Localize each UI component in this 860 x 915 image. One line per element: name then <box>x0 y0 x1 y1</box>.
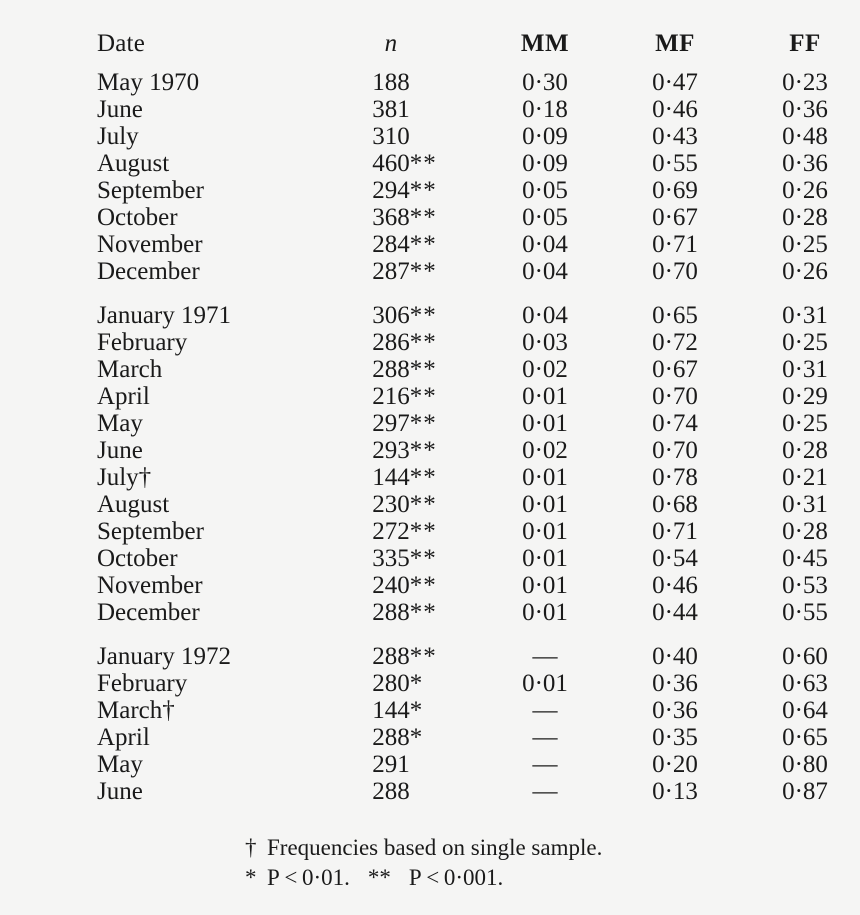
cell-ff: 0·45 <box>782 545 828 572</box>
cell-mm: 0·01 <box>522 670 568 697</box>
cell-date: March† <box>97 697 175 724</box>
n-value: 293 ** <box>372 437 437 464</box>
cell-ff: 0·26 <box>782 258 828 285</box>
block-separator <box>80 626 860 643</box>
table-row <box>80 599 860 626</box>
n-value: 381 <box>372 96 410 123</box>
significance-marker: ** <box>409 491 437 518</box>
footnote-significance <box>245 863 860 893</box>
cell-mf: 0·70 <box>652 258 698 285</box>
cell-date: August <box>97 491 170 518</box>
cell-date: December <box>97 258 200 285</box>
footnote-double-asterisk-text: P < 0·001. <box>408 865 504 890</box>
significance-marker: ** <box>409 356 437 383</box>
significance-marker: ** <box>409 545 437 572</box>
cell-mm: 0·01 <box>522 572 568 599</box>
n-value: 297 ** <box>372 410 437 437</box>
cell-n <box>332 751 480 778</box>
cell-ff: 0·25 <box>782 329 828 356</box>
cell-ff: 0·23 <box>782 69 828 96</box>
cell-mm: 0·05 <box>522 177 568 204</box>
cell-n <box>332 302 480 329</box>
cell-ff: 0·25 <box>782 410 828 437</box>
cell-n <box>332 329 480 356</box>
cell-mf: 0·54 <box>652 545 698 572</box>
cell-ff: 0·31 <box>782 302 828 329</box>
cell-mm: 0·09 <box>522 150 568 177</box>
header-row <box>80 30 860 69</box>
cell-date: June <box>97 437 143 464</box>
cell-n <box>332 204 480 231</box>
cell-ff: 0·80 <box>782 751 828 778</box>
cell-mf: 0·43 <box>652 123 698 150</box>
cell-mf: 0·40 <box>652 643 698 670</box>
cell-date: May <box>97 751 143 778</box>
cell-ff: 0·29 <box>782 383 828 410</box>
cell-mm: 0·01 <box>522 599 568 626</box>
cell-mf: 0·55 <box>652 150 698 177</box>
cell-mm: 0·01 <box>522 518 568 545</box>
n-value: 288 ** <box>372 599 437 626</box>
cell-mm: 0·05 <box>522 204 568 231</box>
cell-n <box>332 69 480 96</box>
cell-n <box>332 491 480 518</box>
cell-mf: 0·13 <box>652 778 698 805</box>
table-row <box>80 751 860 778</box>
significance-marker: ** <box>409 177 437 204</box>
footnote-single-asterisk-text: P < 0·01. <box>267 865 350 890</box>
table-row <box>80 329 860 356</box>
column-header-n: n <box>384 30 398 57</box>
cell-n <box>332 724 480 751</box>
block-separator-cell <box>80 626 860 643</box>
n-value: 294 ** <box>372 177 437 204</box>
table-row <box>80 724 860 751</box>
cell-ff: 0·25 <box>782 231 828 258</box>
table-row <box>80 383 860 410</box>
significance-marker: * <box>409 670 424 697</box>
cell-n <box>332 670 480 697</box>
cell-n <box>332 643 480 670</box>
cell-mm: 0·04 <box>522 302 568 329</box>
cell-mf: 0·47 <box>652 69 698 96</box>
cell-n <box>332 383 480 410</box>
cell-date: August <box>97 150 170 177</box>
cell-date: September <box>97 177 204 204</box>
table-row <box>80 69 860 96</box>
significance-marker: * <box>409 724 424 751</box>
block-separator-cell <box>80 285 860 302</box>
significance-marker: ** <box>409 329 437 356</box>
significance-marker: ** <box>409 231 437 258</box>
footnote-dagger-marker: † <box>245 835 257 860</box>
cell-mm: 0·01 <box>522 491 568 518</box>
significance-marker: ** <box>409 437 437 464</box>
cell-mm: — <box>532 724 558 751</box>
n-value: 310 <box>372 123 410 150</box>
cell-date: January 1971 <box>97 302 231 329</box>
table-row <box>80 572 860 599</box>
cell-mf: 0·67 <box>652 204 698 231</box>
cell-date: July† <box>97 464 152 491</box>
cell-n <box>332 231 480 258</box>
table-row <box>80 204 860 231</box>
cell-ff: 0·36 <box>782 150 828 177</box>
cell-ff: 0·26 <box>782 177 828 204</box>
cell-date: April <box>97 724 150 751</box>
cell-mf: 0·74 <box>652 410 698 437</box>
cell-date: October <box>97 545 178 572</box>
table-row <box>80 410 860 437</box>
cell-n <box>332 356 480 383</box>
column-header-ff: FF <box>789 30 821 57</box>
cell-ff: 0·21 <box>782 464 828 491</box>
n-value: 335 ** <box>372 545 437 572</box>
n-value: 288 * <box>372 724 424 751</box>
n-value: 280 * <box>372 670 424 697</box>
table-row <box>80 778 860 805</box>
n-value: 144 ** <box>372 464 437 491</box>
cell-date: September <box>97 518 204 545</box>
table-row <box>80 123 860 150</box>
cell-mm: 0·02 <box>522 437 568 464</box>
cell-ff: 0·87 <box>782 778 828 805</box>
cell-mm: 0·01 <box>522 410 568 437</box>
n-value: 284 ** <box>372 231 437 258</box>
footnote-double-asterisk-marker: ** <box>367 865 391 890</box>
table-row <box>80 643 860 670</box>
cell-date: January 1972 <box>97 643 231 670</box>
n-value: 272 ** <box>372 518 437 545</box>
cell-mf: 0·44 <box>652 599 698 626</box>
cell-n <box>332 258 480 285</box>
cell-ff: 0·28 <box>782 437 828 464</box>
cell-mm: 0·04 <box>522 231 568 258</box>
cell-ff: 0·55 <box>782 599 828 626</box>
cell-n <box>332 464 480 491</box>
column-header-date: Date <box>97 30 145 57</box>
significance-marker: ** <box>409 204 437 231</box>
n-value: 288 ** <box>372 643 437 670</box>
cell-n <box>332 545 480 572</box>
significance-marker: ** <box>409 410 437 437</box>
cell-mm: 0·01 <box>522 545 568 572</box>
table-row <box>80 150 860 177</box>
cell-ff: 0·53 <box>782 572 828 599</box>
cell-date: October <box>97 204 178 231</box>
cell-mf: 0·71 <box>652 231 698 258</box>
cell-mf: 0·65 <box>652 302 698 329</box>
table-row <box>80 464 860 491</box>
cell-mm: — <box>532 697 558 724</box>
significance-marker: * <box>409 697 424 724</box>
cell-ff: 0·63 <box>782 670 828 697</box>
n-value: 286 ** <box>372 329 437 356</box>
cell-date: February <box>97 670 188 697</box>
significance-marker: ** <box>409 302 437 329</box>
cell-date: February <box>97 329 188 356</box>
cell-ff: 0·28 <box>782 204 828 231</box>
significance-marker: ** <box>409 383 437 410</box>
cell-mm: 0·02 <box>522 356 568 383</box>
footnote-dagger-text: Frequencies based on single sample. <box>267 835 603 860</box>
cell-mf: 0·70 <box>652 383 698 410</box>
cell-date: December <box>97 599 200 626</box>
cell-ff: 0·36 <box>782 96 828 123</box>
significance-marker: ** <box>409 258 437 285</box>
cell-n <box>332 778 480 805</box>
n-value: 240 ** <box>372 572 437 599</box>
cell-mf: 0·69 <box>652 177 698 204</box>
n-value: 368 ** <box>372 204 437 231</box>
cell-date: May 1970 <box>97 69 200 96</box>
cell-mm: 0·09 <box>522 123 568 150</box>
mating-frequency-table <box>80 30 860 805</box>
cell-n <box>332 437 480 464</box>
cell-mf: 0·35 <box>652 724 698 751</box>
cell-n <box>332 123 480 150</box>
cell-ff: 0·60 <box>782 643 828 670</box>
cell-n <box>332 697 480 724</box>
column-header-mm: MM <box>520 30 570 57</box>
cell-n <box>332 599 480 626</box>
cell-mf: 0·70 <box>652 437 698 464</box>
cell-ff: 0·28 <box>782 518 828 545</box>
cell-mm: 0·30 <box>522 69 568 96</box>
significance-marker: ** <box>409 643 437 670</box>
n-value: 460 ** <box>372 150 437 177</box>
table-row <box>80 258 860 285</box>
table-header <box>80 30 860 69</box>
table-body <box>80 69 860 805</box>
cell-date: November <box>97 572 203 599</box>
table-row <box>80 231 860 258</box>
cell-mf: 0·20 <box>652 751 698 778</box>
table-footnotes <box>245 833 860 893</box>
table-row <box>80 697 860 724</box>
cell-date: May <box>97 410 143 437</box>
cell-n <box>332 572 480 599</box>
cell-mf: 0·67 <box>652 356 698 383</box>
cell-n <box>332 96 480 123</box>
table-row <box>80 302 860 329</box>
cell-ff: 0·31 <box>782 491 828 518</box>
table-row <box>80 96 860 123</box>
significance-marker: ** <box>409 518 437 545</box>
cell-date: November <box>97 231 203 258</box>
table-row <box>80 177 860 204</box>
cell-mm: — <box>532 643 558 670</box>
n-value: 188 <box>372 69 410 96</box>
cell-n <box>332 150 480 177</box>
cell-date: July <box>97 123 139 150</box>
cell-date: June <box>97 96 143 123</box>
n-value: 288 ** <box>372 356 437 383</box>
n-value: 291 <box>372 751 410 778</box>
n-value: 287 ** <box>372 258 437 285</box>
footnote-dagger <box>245 833 860 863</box>
n-value: 216 ** <box>372 383 437 410</box>
table-row <box>80 356 860 383</box>
cell-date: March <box>97 356 163 383</box>
n-value: 306 ** <box>372 302 437 329</box>
column-header-mf: MF <box>655 30 695 57</box>
significance-marker: ** <box>409 150 437 177</box>
n-value: 144 * <box>372 697 424 724</box>
cell-ff: 0·64 <box>782 697 828 724</box>
cell-mm: — <box>532 778 558 805</box>
cell-n <box>332 410 480 437</box>
table-row <box>80 518 860 545</box>
n-value: 288 <box>372 778 410 805</box>
cell-mf: 0·68 <box>652 491 698 518</box>
cell-mm: 0·18 <box>522 96 568 123</box>
cell-mf: 0·46 <box>652 572 698 599</box>
cell-mm: 0·04 <box>522 258 568 285</box>
cell-ff: 0·48 <box>782 123 828 150</box>
cell-mm: 0·03 <box>522 329 568 356</box>
n-value: 230 ** <box>372 491 437 518</box>
cell-mf: 0·46 <box>652 96 698 123</box>
significance-marker: ** <box>409 464 437 491</box>
cell-mf: 0·72 <box>652 329 698 356</box>
significance-marker: ** <box>409 599 437 626</box>
table-row <box>80 491 860 518</box>
cell-mm: 0·01 <box>522 464 568 491</box>
cell-n <box>332 518 480 545</box>
cell-mm: — <box>532 751 558 778</box>
significance-marker: ** <box>409 572 437 599</box>
cell-n <box>332 177 480 204</box>
cell-ff: 0·65 <box>782 724 828 751</box>
cell-mf: 0·78 <box>652 464 698 491</box>
table-row <box>80 437 860 464</box>
block-separator <box>80 285 860 302</box>
cell-mf: 0·36 <box>652 697 698 724</box>
footnote-single-asterisk-marker: * <box>245 865 257 890</box>
cell-date: June <box>97 778 143 805</box>
table-row <box>80 545 860 572</box>
cell-mf: 0·71 <box>652 518 698 545</box>
cell-mf: 0·36 <box>652 670 698 697</box>
table-row <box>80 670 860 697</box>
cell-date: April <box>97 383 150 410</box>
cell-mm: 0·01 <box>522 383 568 410</box>
cell-ff: 0·31 <box>782 356 828 383</box>
